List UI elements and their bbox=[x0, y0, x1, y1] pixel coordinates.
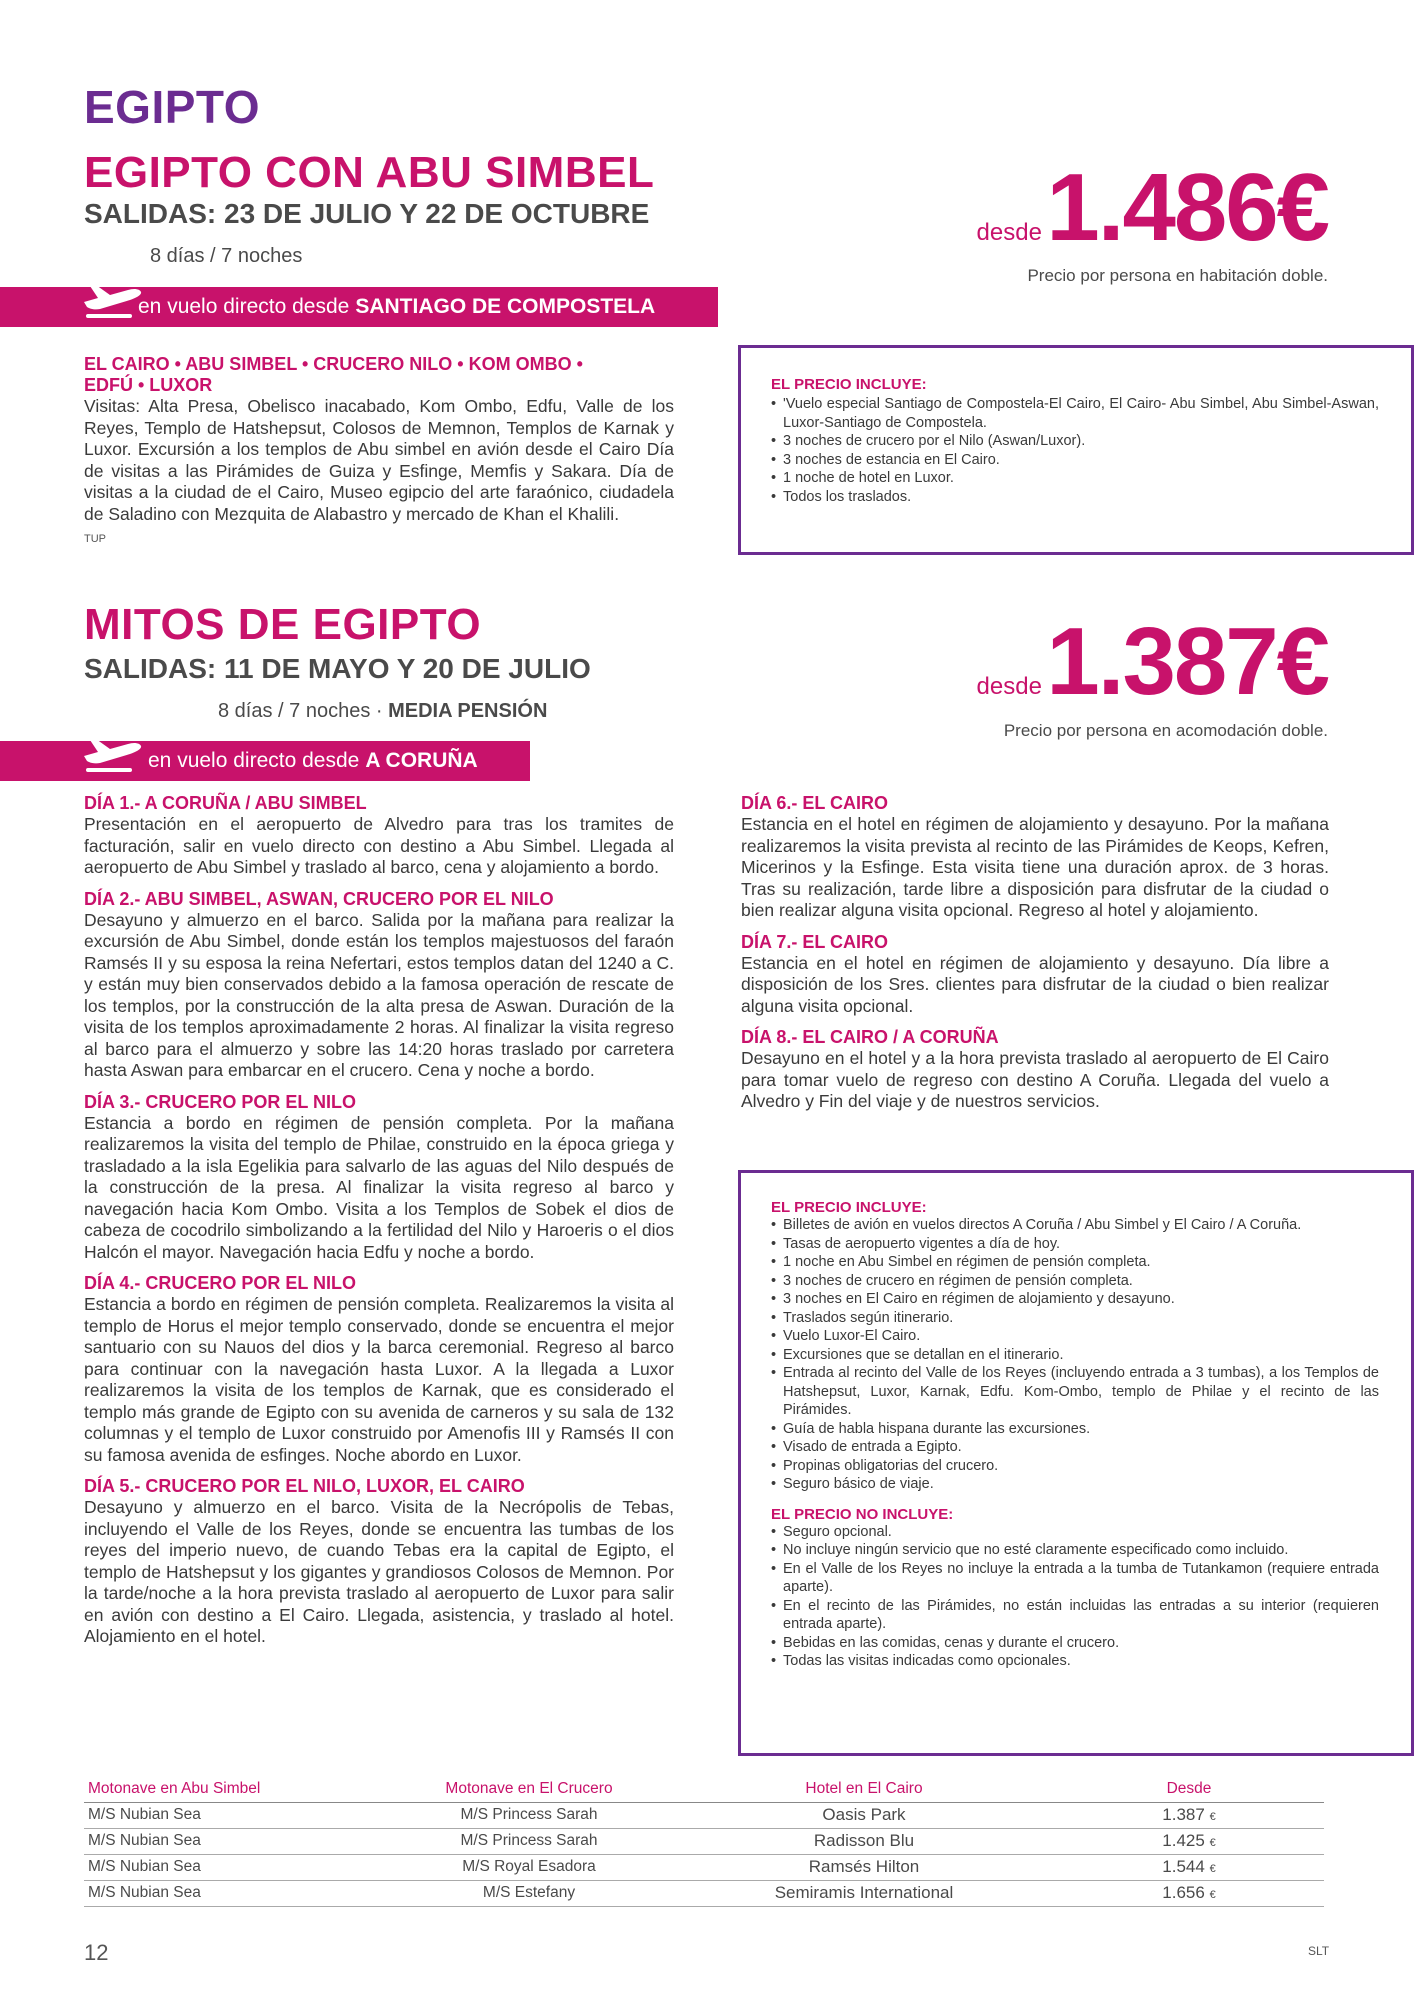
list-item: • Vuelo Luxor-El Cairo. bbox=[771, 1327, 1379, 1346]
itinerary-day bbox=[84, 1092, 674, 1264]
day-text: Desayuno en el hotel y a la hora prevista traslado al aeropuerto de El Cairo para tomar vuelo de regreso con destino A Coruña. Llegada del vuelo a Alvedro y Fin del viaje y de nuestros servicios. bbox=[741, 1048, 1329, 1111]
table-header-row bbox=[84, 1776, 1324, 1802]
itinerary-left-column bbox=[84, 793, 674, 1658]
list-item: • Seguro opcional. bbox=[771, 1523, 1379, 1542]
list-item: • 'Vuelo especial Santiago de Compostela-El Cairo, El Cairo- Abu Simbel, Abu Simbel-Aswan, Luxor-Santiago de Compostela. bbox=[771, 395, 1379, 432]
list-item: • En el Valle de los Reyes no incluye la entrada a la tumba de Tutankamon (requiere entrada aparte). bbox=[771, 1560, 1379, 1597]
page-number: 12 bbox=[84, 1940, 109, 1965]
day-title: DÍA 5.- CRUCERO POR EL NILO, LUXOR, EL CAIRO bbox=[84, 1476, 525, 1496]
flight-city: SANTIAGO DE COMPOSTELA bbox=[355, 295, 656, 318]
column-header: Motonave en Abu Simbel bbox=[84, 1776, 384, 1802]
list-item: • Excursiones que se detallan en el itinerario. bbox=[771, 1346, 1379, 1365]
trip1-price-block bbox=[900, 154, 1328, 261]
list-item: • 3 noches en El Cairo en régimen de alojamiento y desayuno. bbox=[771, 1290, 1379, 1309]
list-item: • Visado de entrada a Egipto. bbox=[771, 1438, 1379, 1457]
table-cell bbox=[1054, 1828, 1324, 1854]
day-text: Estancia a bordo en régimen de pensión completa. Por la mañana realizaremos la visita del templo de Philae, construido en la época griega y trasladado a la isla Egelikia para salvarlo de las aguas del Nilo después de la construcción de la presa. Al finalizar la visita regreso al barco y navegación hacia Kom Ombo. Visita a los Templos de Sobek el dios de cabeza de cocodrilo simbolizando a la fertilidad del Nilo y Haroeris o el dios Halcón el mayor. Navegación hacia Edfu y noche a bordo. bbox=[84, 1112, 674, 1262]
table-cell bbox=[1054, 1802, 1324, 1828]
table-cell: M/S Nubian Sea bbox=[84, 1880, 384, 1906]
list-item: • No incluye ningún servicio que no esté claramente especificado como incluido. bbox=[771, 1541, 1379, 1560]
price-value: 1.387€ bbox=[1046, 608, 1328, 715]
trip1-description: Visitas: Alta Presa, Obelisco inacabado, Kom Ombo, Edfu, Valle de los Reyes, Templo de Hatshepsut, Colosos de Memnon, Templos de Karnak y Luxor. Excursión a los templos de Abu simbel en avión desde el Cairo Día de visitas a las Pirámides de Guiza y Esfinge, Memfis y Sakara. Día de visitas a la ciudad de el Cairo, Museo egipcio del arte faraónico, ciudadela de Saladino con Mezquita de Alabastro y mercado de Khan el Khalili. bbox=[84, 396, 674, 524]
itinerary-day bbox=[741, 1027, 1329, 1113]
duration-text: 8 días / 7 noches · bbox=[218, 700, 383, 722]
table-cell: M/S Nubian Sea bbox=[84, 1854, 384, 1880]
column-header: Motonave en El Crucero bbox=[384, 1776, 674, 1802]
day-title: DÍA 2.- ABU SIMBEL, ASWAN, CRUCERO POR EL NILO bbox=[84, 888, 554, 909]
flight-label: en vuelo directo desde bbox=[148, 749, 360, 772]
list-item: • 3 noches de crucero en régimen de pensión completa. bbox=[771, 1272, 1379, 1291]
table-cell bbox=[1054, 1880, 1324, 1906]
price-amount: 1.425 bbox=[1162, 1831, 1205, 1850]
table-cell: M/S Nubian Sea bbox=[84, 1802, 384, 1828]
day-title: DÍA 7.- EL CAIRO bbox=[741, 931, 889, 952]
includes-list bbox=[771, 395, 1379, 506]
meal-plan: MEDIA PENSIÓN bbox=[388, 700, 548, 722]
table-row bbox=[84, 1880, 1324, 1906]
day-text: Estancia en el hotel en régimen de alojamiento y desayuno. Día libre a disposición de los Sres. clientes para disfrutar de la ciudad o bien realizar alguna visita opcional. bbox=[741, 952, 1329, 1016]
list-item: • Guía de habla hispana durante las excursiones. bbox=[771, 1420, 1379, 1439]
trip2-price-note: Precio por persona en acomodación doble. bbox=[1003, 721, 1328, 740]
trip1-dates: SALIDAS: 23 DE JULIO Y 22 DE OCTUBRE bbox=[84, 198, 650, 229]
list-item: • Propinas obligatorias del crucero. bbox=[771, 1457, 1379, 1476]
table-cell bbox=[1054, 1854, 1324, 1880]
day-title: DÍA 3.- CRUCERO POR EL NILO bbox=[84, 1091, 357, 1112]
itinerary-day bbox=[84, 889, 674, 1082]
day-text: Presentación en el aeropuerto de Alvedro para tras los tramites de facturación, salir en vuelo directo con destino a Abu Simbel. Llegada al aeropuerto de Abu Simbel y traslado al barco, cena y alojamiento a bordo. bbox=[84, 814, 674, 877]
trip1-title: EGIPTO CON ABU SIMBEL bbox=[84, 148, 655, 197]
itinerary-day bbox=[84, 793, 674, 879]
table-row bbox=[84, 1828, 1324, 1854]
day-title: DÍA 1.- A CORUÑA / ABU SIMBEL bbox=[84, 793, 367, 813]
hotel-price-table bbox=[84, 1776, 1324, 1907]
trip1-includes-box bbox=[738, 345, 1414, 555]
list-item: • Bebidas en las comidas, cenas y durante el crucero. bbox=[771, 1634, 1379, 1653]
itinerary-right-column bbox=[741, 793, 1329, 1123]
trip2-dates: SALIDAS: 11 DE MAYO Y 20 DE JULIO bbox=[84, 653, 591, 684]
list-item: • En el recinto de las Pirámides, no están incluidas las entradas a su interior (requieren entrada aparte). bbox=[771, 1597, 1379, 1634]
trip2-duration bbox=[218, 700, 547, 723]
column-header: Desde bbox=[1054, 1776, 1324, 1802]
list-item: • 3 noches de crucero por el Nilo (Aswan/Luxor). bbox=[771, 432, 1379, 451]
flight-city: A CORUÑA bbox=[365, 749, 478, 772]
column-header: Hotel en El Cairo bbox=[674, 1776, 1054, 1802]
trip1-code: TUP bbox=[84, 533, 106, 545]
list-item: • Todos los traslados. bbox=[771, 488, 1379, 507]
table-cell: M/S Nubian Sea bbox=[84, 1828, 384, 1854]
list-item: • Traslados según itinerario. bbox=[771, 1309, 1379, 1328]
price-prefix: desde bbox=[976, 673, 1042, 700]
includes-title: EL PRECIO INCLUYE: bbox=[771, 376, 927, 393]
excludes-list bbox=[771, 1523, 1379, 1671]
price-prefix: desde bbox=[976, 219, 1042, 246]
table-cell: Ramsés Hilton bbox=[674, 1854, 1054, 1880]
table-cell: M/S Princess Sarah bbox=[384, 1828, 674, 1854]
table-cell: M/S Princess Sarah bbox=[384, 1802, 674, 1828]
list-item: • Billetes de avión en vuelos directos A Coruña / Abu Simbel y El Cairo / A Coruña. bbox=[771, 1216, 1379, 1235]
trip1-route-line1: EL CAIRO • ABU SIMBEL • CRUCERO NILO • KOM OMBO • bbox=[84, 354, 583, 374]
trip1-route-line2: EDFÚ • LUXOR bbox=[84, 375, 213, 395]
price-amount: 1.656 bbox=[1162, 1883, 1205, 1902]
trip2-includes-box bbox=[738, 1170, 1414, 1756]
price-value: 1.486€ bbox=[1046, 154, 1328, 261]
price-amount: 1.544 bbox=[1162, 1857, 1205, 1876]
price-amount: 1.387 bbox=[1162, 1805, 1205, 1824]
airplane-takeoff-icon bbox=[78, 268, 148, 322]
list-item: • Entrada al recinto del Valle de los Reyes (incluyendo entrada a 3 tumbas), a los Templos de Hatshepsut, Luxor, Karnak, Edfu. Kom-Ombo, templo de Philae y el recinto de las Pirámides. bbox=[771, 1364, 1379, 1420]
table-cell: M/S Royal Esadora bbox=[384, 1854, 674, 1880]
section-title: EGIPTO bbox=[84, 81, 260, 133]
trip2-price-block bbox=[900, 608, 1328, 715]
airplane-takeoff-icon bbox=[78, 722, 148, 776]
table-row bbox=[84, 1802, 1324, 1828]
currency: € bbox=[1209, 1837, 1216, 1849]
day-text: Desayuno y almuerzo en el barco. Salida por la mañana para realizar la excursión de Abu Simbel, donde están los templos majestuosos del faraón Ramsés II y su esposa la reina Nefertari, estos templos datan del 1240 a C. y están muy bien conservados debido a la famosa operación de rescate de los templos, por la construcción de la alta presa de Aswan. Duración de la visita de los templos aproximadamente 2 horas. Al finalizar la visita regreso al barco para el almuerzo y sobre las 14:20 horas traslado por carretera hasta Aswan para embarcar en el crucero. Cena y noche a bordo. bbox=[84, 909, 674, 1080]
includes-list bbox=[771, 1216, 1379, 1494]
day-text: Desayuno y almuerzo en el barco. Visita de la Necrópolis de Tebas, incluyendo el Valle de los Reyes, donde se encuentra las tumbas de los reyes del imperio nuevo, de cuando Tebas era la capital de Egipto, el templo de Hatshepsut y los gigantes y grandiosos Colosos de Memnon. Por la tarde/noche a la hora prevista traslado al aeropuerto de Luxor para salir en avión con destino a El Cairo. Llegada, asistencia, y traslado al hotel. Alojamiento en el hotel. bbox=[84, 1497, 674, 1646]
includes-title: EL PRECIO INCLUYE: bbox=[771, 1199, 927, 1216]
day-title: DÍA 6.- EL CAIRO bbox=[741, 793, 889, 813]
trip2-title: MITOS DE EGIPTO bbox=[84, 600, 482, 649]
currency: € bbox=[1209, 1863, 1216, 1875]
currency: € bbox=[1209, 1811, 1216, 1823]
itinerary-day bbox=[84, 1476, 674, 1648]
trip1-duration: 8 días / 7 noches bbox=[150, 245, 303, 267]
list-item: • 1 noche en Abu Simbel en régimen de pensión completa. bbox=[771, 1253, 1379, 1272]
list-item: • 1 noche de hotel en Luxor. bbox=[771, 469, 1379, 488]
day-text: Estancia a bordo en régimen de pensión completa. Realizaremos la visita al templo de Horus el mejor templo conservado, donde se encuentra el mejor santuario con su Nauos del dios y la barca ceremonial. Regreso al barco para continuar con la navegación hasta Luxor. A la llegada a Luxor realizaremos la visita de los templos de Karnak, que es considerado el templo más grande de Egipto con su avenida de carneros y su sala de 132 columnas y el templo de Luxor construido por Amenofis III y Ramsés II con su famosa avenida de esfinges. Noche abordo en Luxor. bbox=[84, 1294, 674, 1465]
trip1-description-block bbox=[84, 354, 674, 545]
table-cell: Oasis Park bbox=[674, 1802, 1054, 1828]
table-cell: Semiramis International bbox=[674, 1880, 1054, 1906]
table-row bbox=[84, 1854, 1324, 1880]
flight-label: en vuelo directo desde bbox=[138, 295, 350, 318]
excludes-title: EL PRECIO NO INCLUYE: bbox=[771, 1505, 954, 1523]
list-item: • Tasas de aeropuerto vigentes a día de hoy. bbox=[771, 1235, 1379, 1254]
trip1-price-note: Precio por persona en habitación doble. bbox=[1027, 266, 1328, 285]
table-cell: Radisson Blu bbox=[674, 1828, 1054, 1854]
day-title: DÍA 8.- EL CAIRO / A CORUÑA bbox=[741, 1027, 999, 1047]
table-cell: M/S Estefany bbox=[384, 1880, 674, 1906]
list-item: • 3 noches de estancia en El Cairo. bbox=[771, 451, 1379, 470]
list-item: • Seguro básico de viaje. bbox=[771, 1475, 1379, 1494]
itinerary-day bbox=[84, 1273, 674, 1466]
list-item: • Todas las visitas indicadas como opcionales. bbox=[771, 1652, 1379, 1671]
currency: € bbox=[1209, 1889, 1216, 1901]
page-code: SLT bbox=[1308, 1944, 1330, 1958]
day-title: DÍA 4.- CRUCERO POR EL NILO bbox=[84, 1273, 357, 1293]
day-text: Estancia en el hotel en régimen de alojamiento y desayuno. Por la mañana realizaremos la visita prevista al recinto de las Pirámides de Keops, Kefren, Micerinos y la Esfinge. Esta visita tiene una duración aprox. de 3 horas. Tras su realización, tarde libre a disposición para disfrutar de la ciudad o bien realizar alguna visita opcional. Regreso al hotel y alojamiento. bbox=[741, 814, 1329, 920]
itinerary-day bbox=[741, 932, 1329, 1018]
itinerary-day bbox=[741, 793, 1329, 922]
